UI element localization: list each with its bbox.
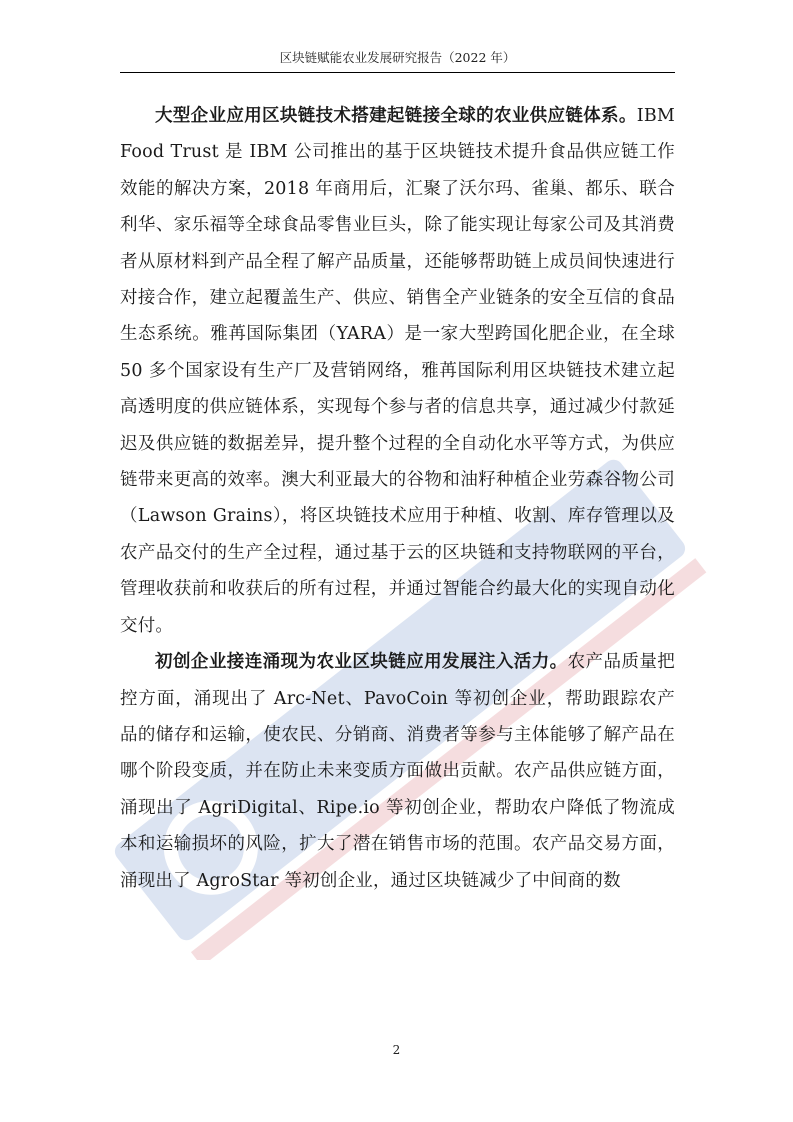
page-number: 2	[392, 1043, 401, 1057]
paragraph-startups	[120, 644, 675, 899]
paragraph-large-enterprises	[120, 98, 675, 644]
paragraph-text: IBM Food Trust 是 IBM 公司推出的基于区块链技术提升食品供应链工作效能的解决方案，2018 年商用后，汇聚了沃尔玛、雀巢、都乐、联合利华、家乐福等全球食品零售业巨头，除了能实现让每家公司及其消费者从原材料到产品全程了解产品质量，还能够帮助链上成员间快速进行对接合作，建立起覆盖生产、供应、销售全产业链条的安全互信的食品生态系统。雅苒国际集团（YARA）是一家大型跨国化肥企业，在全球 50 多个国家设有生产厂及营销网络，雅苒国际利用区块链技术建立起高透明度的供应链体系，实现每个参与者的信息共享，通过减少付款延迟及供应链的数据差异，提升整个过程的全自动化水平等方式，为供应链带来更高的效率。澳大利亚最大的谷物和油籽种植企业劳森谷物公司（Lawson Grains），将区块链技术应用于种植、收割、库存管理以及农产品交付的生产全过程，通过基于云的区块链和支持物联网的平台，管理收获前和收获后的所有过程，并通过智能合约最大化的实现自动化交付。	[120, 106, 675, 636]
paragraph-lead: 初创企业接连涌现为农业区块链应用发展注入活力。	[155, 652, 568, 673]
paragraph-lead: 大型企业应用区块链技术搭建起链接全球的农业供应链体系。	[155, 106, 637, 126]
header-title: 区块链赋能农业发展研究报告（2022 年）	[279, 50, 516, 65]
running-header	[120, 50, 675, 73]
document-body	[120, 98, 675, 899]
paragraph-text: 农产品质量把控方面，涌现出了 Arc-Net、PavoCoin 等初创企业，帮助跟踪农产品的储存和运输，使农民、分销商、消费者等参与主体能够了解产品在哪个阶段变质，并在防止未来变质方面做出贡献。农产品供应链方面，涌现出了 AgriDigital、Ripe.io 等初创企业，帮助农户降低了物流成本和运输损坏的风险，扩大了潜在销售市场的范围。农产品交易方面，涌现出了 AgroStar 等初创企业，通过区块链减少了中间商的数	[120, 652, 675, 891]
